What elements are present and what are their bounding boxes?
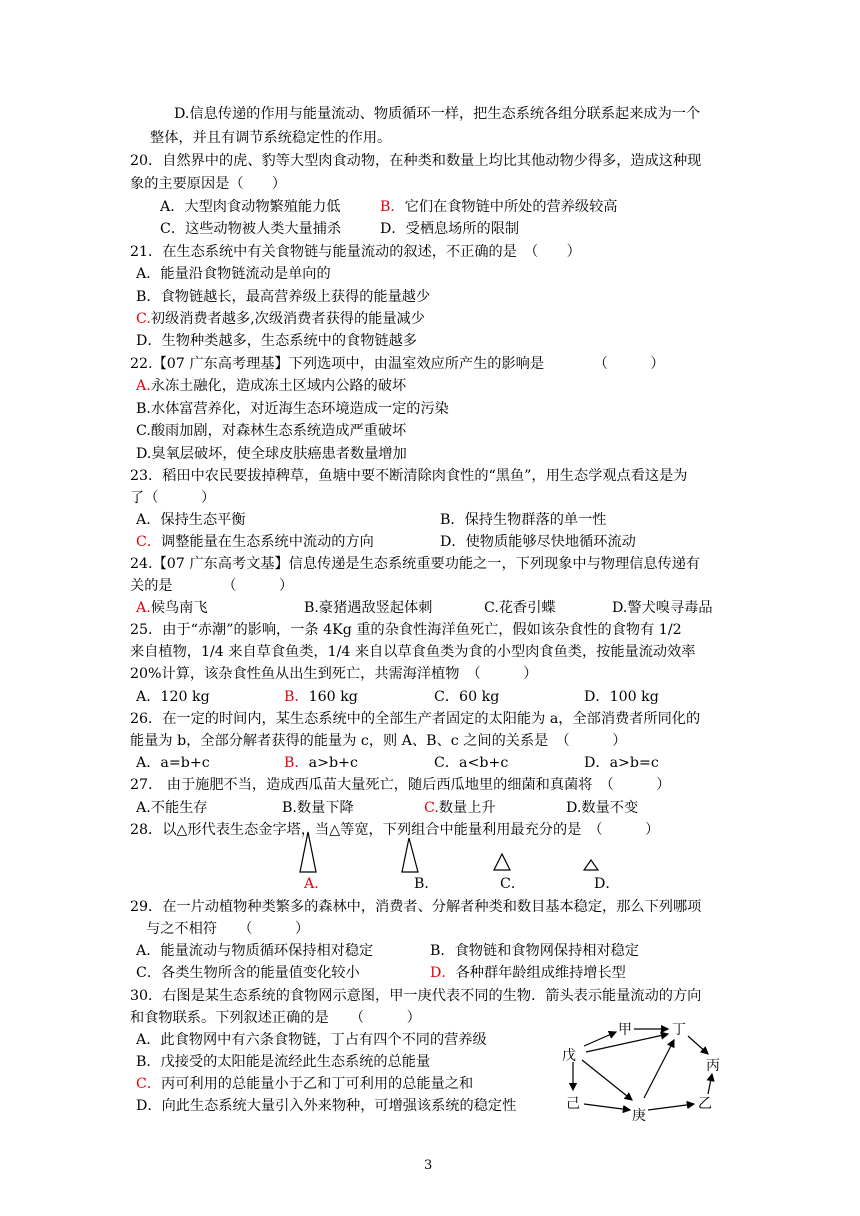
- q26-option-b-text: a>b+c: [308, 755, 358, 771]
- edge-geng-ding: [644, 1040, 674, 1098]
- q20-option-b: [380, 197, 617, 217]
- q29-answer-letter: D．: [430, 965, 456, 981]
- edge-wu-geng: [582, 1060, 632, 1100]
- node-geng: 庚: [632, 1108, 646, 1124]
- q30-stem-line2: 和食物联系。下列叙述正确的是 （ ）: [130, 1010, 421, 1026]
- q26-stem-line1: 26．在一定的时间内，某生态系统中的全部生产者固定的太阳能为 a，全部消费者所同化的: [130, 711, 701, 727]
- q22-stem: 22.【07 广东高考理基】下列选项中，由温室效应所产生的影响是 （ ）: [130, 356, 665, 372]
- q24-answer-letter: A.: [136, 600, 151, 616]
- q20-option-c: C．这些动物被人类大量捕杀: [160, 221, 342, 237]
- q27-option-a: A.不能生存: [136, 800, 208, 816]
- q26-stem-line2: 能量为 b，全部分解者获得的能量为 c，则 A、B、c 之间的关系是 （ ）: [130, 733, 627, 749]
- q28-option-c-label: C．: [500, 876, 526, 892]
- q30-option-d: D．向此生态系统大量引入外来物种，可增强该系统的稳定性: [136, 1098, 517, 1114]
- q29-option-b: B．食物链和食物网保持相对稳定: [430, 943, 640, 959]
- q22-answer-letter: A.: [136, 378, 151, 394]
- q28-option-b-label: B．: [414, 876, 439, 892]
- q28-pyramid-figures: [290, 826, 630, 876]
- q26-option-d: D．a>b=c: [584, 755, 659, 771]
- q22-option-a: [136, 376, 406, 396]
- q27-option-c: [424, 798, 496, 818]
- q21-option-c: [136, 309, 425, 329]
- q30-option-c: [136, 1074, 473, 1094]
- q25-stem-line3: 20%计算，该杂食性鱼从出生到死亡，共需海洋植物 （ ）: [130, 666, 538, 682]
- q29-stem-line2: 与之不相符 （ ）: [146, 921, 310, 937]
- q23-option-c-text: 调整能量在生态系统中流动的方向: [161, 534, 374, 550]
- q22-option-c: C.酸雨加剧，对森林生态系统造成严重破坏: [136, 423, 407, 439]
- q22-option-d: D.臭氧层破坏，使全球皮肤癌患者数量增加: [136, 446, 407, 462]
- q29-stem-line1: 29．在一片动植物种类繁多的森林中，消费者、分解者种类和数目基本稳定，那么下列哪项: [130, 899, 702, 915]
- q23-answer-letter: C．: [136, 534, 162, 550]
- edge-ding-bing: [688, 1036, 708, 1054]
- q27-option-d: D.数量不变: [566, 800, 639, 816]
- q30-stem-line1: 30．右图是某生态系统的食物网示意图，甲一庚代表不同的生物．箭头表示能量流动的方向: [130, 988, 702, 1004]
- q28-option-a-label: A．: [304, 876, 329, 892]
- pyramid-c-small: [494, 854, 510, 870]
- q25-stem-line2: 来自植物，1/4 来自草食鱼类，1/4 来自以草食鱼类为食的小型肉食鱼类，按能量流动效率: [130, 644, 696, 660]
- pyramid-a-tall: [300, 832, 316, 872]
- q23-stem-line2: 了（ ）: [130, 490, 216, 506]
- q20-answer-letter: B．: [380, 199, 405, 215]
- q20-stem-line1: 20．自然界中的虎、豹等大型肉食动物，在种类和数量上均比其他动物少得多，造成这种现: [130, 153, 702, 169]
- q27-option-c-text: 数量上升: [438, 800, 496, 816]
- q23-option-a: A．保持生态平衡: [136, 512, 246, 528]
- q24-option-a-text: 候鸟南飞: [150, 600, 208, 616]
- q26-option-c: C．a<b+c: [434, 755, 509, 771]
- node-ji: 己: [566, 1096, 580, 1112]
- q29-option-d-text: 各种群年龄组成维持增长型: [455, 965, 626, 981]
- node-ding: 丁: [672, 1022, 686, 1038]
- q24-option-d: D.警犬嗅寻毒品: [612, 600, 713, 616]
- q30-option-a: A．此食物网中有六条食物链，丁占有四个不同的营养级: [136, 1032, 487, 1048]
- q24-stem-line1: 24.【07 广东高考文基】信息传递是生态系统重要功能之一，下列现象中与物理信息传递有: [130, 556, 701, 572]
- q26-answer-letter: B．: [284, 755, 309, 771]
- q30-option-c-text: 丙可利用的总能量小于乙和丁可利用的总能量之和: [161, 1076, 474, 1092]
- q27-stem: 27. 由于施肥不当，造成西瓜苗大量死亡，随后西瓜地里的细菌和真菌将 （ ）: [130, 777, 671, 793]
- edge-geng-yi: [648, 1104, 694, 1110]
- q23-stem-line1: 23．稻田中农民要拔掉稗草，鱼塘中要不断清除肉食性的“黑鱼”，用生态学观点看这是为: [130, 468, 688, 484]
- food-web-diagram: [556, 1016, 736, 1126]
- q22-option-a-text: 永冻土融化，造成冻土区域内公路的破坏: [150, 378, 407, 394]
- q25-option-a: A．120 kg: [136, 689, 210, 705]
- q24-option-c: C.花香引蝶: [484, 600, 556, 616]
- q25-option-d: D．100 kg: [584, 689, 659, 705]
- q25-option-b: [284, 687, 358, 707]
- node-bing: 丙: [706, 1058, 720, 1074]
- q20-option-b-text: 它们在食物链中所处的营养级较高: [404, 199, 618, 215]
- pyramid-b-medium: [402, 838, 418, 872]
- q21-answer-letter: C.: [136, 311, 151, 327]
- pyramid-d-smallest: [584, 860, 598, 870]
- q25-answer-letter: B．: [284, 689, 309, 705]
- q21-option-c-text: 初级消费者越多,次级消费者获得的能量减少: [150, 311, 425, 327]
- q21-option-d: D．生物种类越多，生态系统中的食物链越多: [136, 333, 417, 349]
- q27-option-b: B.数量下降: [282, 800, 354, 816]
- q20-stem-line2: 象的主要原因是（ ）: [130, 176, 287, 192]
- q25-stem-line1: 25．由于“赤潮”的影响，一条 4Kg 重的杂食性海洋鱼死亡，假如该杂食性的食物有 1/2: [130, 622, 682, 638]
- node-wu: 戊: [562, 1048, 576, 1064]
- q30-option-b: B．戊接受的太阳能是流经此生态系统的总能量: [136, 1054, 431, 1070]
- q21-option-a: A．能量沿食物链流动是单向的: [136, 266, 331, 282]
- q25-option-c: C．60 kg: [434, 689, 500, 705]
- q28-option-d-label: D．: [594, 876, 620, 892]
- q24-stem-line2: 关的是 （ ）: [130, 578, 294, 594]
- q21-option-b: B．食物链越长，最高营养级上获得的能量越少: [136, 289, 431, 305]
- q28-stem: 28．以△形代表生态金字塔，当△等宽，下列组合中能量利用最充分的是 （ ）: [130, 822, 660, 838]
- q23-option-c: [136, 532, 374, 552]
- node-yi: 乙: [698, 1096, 712, 1112]
- q24-option-b: B.豪猪遇敌竖起体刺: [304, 600, 433, 616]
- q24-option-a: [136, 598, 208, 618]
- edge-yi-bing: [708, 1074, 712, 1094]
- q20-option-d: D．受栖息场所的限制: [380, 221, 520, 237]
- q29-option-c: C．各类生物所含的能量值变化较小: [136, 965, 360, 981]
- q22-option-b: B.水体富营养化，对近海生态环境造成一定的污染: [136, 401, 449, 417]
- edge-wu-jia: [584, 1032, 616, 1046]
- q29-option-d: [430, 963, 626, 983]
- q27-answer-letter: C.: [424, 800, 439, 816]
- page-number: 3: [424, 1158, 433, 1173]
- q26-option-b: [284, 753, 358, 773]
- q23-option-b: B．保持生物群落的单一性: [440, 512, 607, 528]
- node-jia: 甲: [618, 1022, 632, 1038]
- q21-stem: 21．在生态系统中有关食物链与能量流动的叙述，不正确的是 （ ）: [130, 244, 581, 260]
- q20-option-a: A．大型肉食动物繁殖能力低: [160, 199, 341, 215]
- q19-option-d-line1: D.信息传递的作用与能量流动、物质循环一样，把生态系统各组分联系起来成为一个: [174, 106, 701, 122]
- q25-option-b-text: 160 kg: [308, 689, 358, 705]
- q23-option-d: D．使物质能够尽快地循环流动: [440, 534, 636, 550]
- q30-answer-letter: C．: [136, 1076, 162, 1092]
- q19-option-d-line2: 整体，并且有调节系统稳定性的作用。: [150, 130, 392, 146]
- edge-ji-geng: [584, 1104, 630, 1110]
- q26-option-a: A．a=b+c: [136, 755, 210, 771]
- q29-option-a: A．能量流动与物质循环保持相对稳定: [136, 943, 374, 959]
